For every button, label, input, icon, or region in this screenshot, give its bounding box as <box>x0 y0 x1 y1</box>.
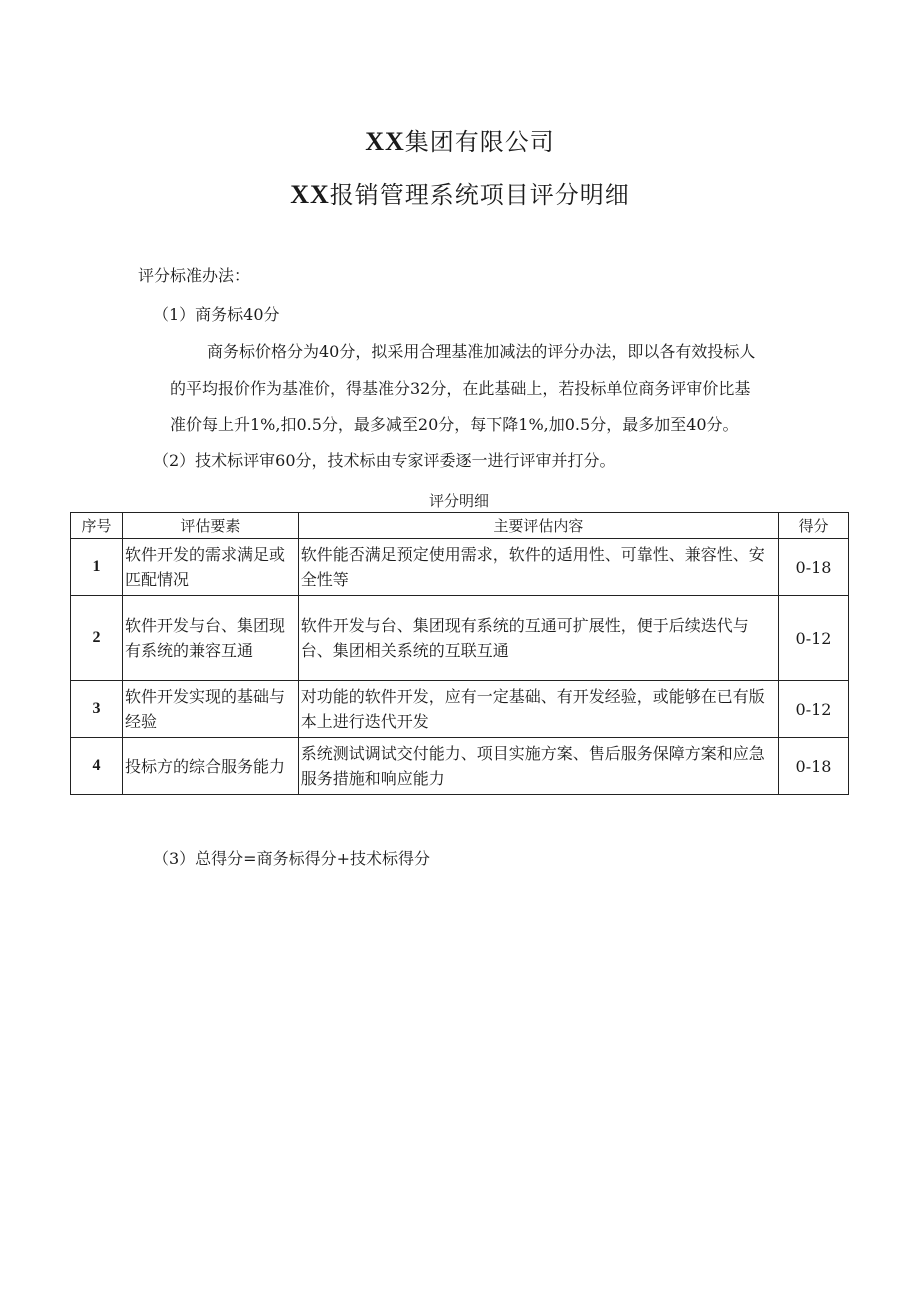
row-no: 2 <box>71 596 123 681</box>
project-prefix: XX <box>290 180 330 209</box>
company-prefix: XX <box>365 127 405 156</box>
row-factor: 软件开发与台、集团现有系统的兼容互通 <box>122 596 298 681</box>
row-content: 系统测试调试交付能力、项目实施方案、售后服务保障方案和应急服务措施和响应能力 <box>298 738 778 795</box>
table-row <box>71 738 849 795</box>
row-no: 1 <box>71 539 123 596</box>
table-caption: 评分明细 <box>428 492 489 510</box>
criteria-heading: 评分标准办法： <box>138 266 251 285</box>
header-no: 序号 <box>71 513 123 539</box>
header-score: 得分 <box>779 513 849 539</box>
table-row <box>71 681 849 738</box>
row-factor: 软件开发实现的基础与经验 <box>122 681 298 738</box>
table-row <box>71 539 849 596</box>
row-no: 4 <box>71 738 123 795</box>
row-content: 软件开发与台、集团现有系统的互通可扩展性，便于后续迭代与台、集团相关系统的互联互通 <box>298 596 778 681</box>
project-title <box>0 175 920 210</box>
project-title-text: 报销管理系统项目评分明细 <box>329 181 630 209</box>
row-score: 0-12 <box>779 681 849 738</box>
row-no: 3 <box>71 681 123 738</box>
row-factor: 投标方的综合服务能力 <box>122 738 298 795</box>
business-text-line: 商务标价格分为40分，拟采用合理基准加减法的评分办法，即以各有效投标人 <box>207 342 756 361</box>
company-name: 集团有限公司 <box>404 128 555 156</box>
company-title <box>0 122 920 157</box>
header-factor: 评估要素 <box>122 513 298 539</box>
total-score-formula: （3）总得分=商务标得分+技术标得分 <box>153 849 430 868</box>
row-score: 0-12 <box>779 596 849 681</box>
row-factor: 软件开发的需求满足或匹配情况 <box>122 539 298 596</box>
header-content: 主要评估内容 <box>298 513 778 539</box>
business-heading: （1）商务标40分 <box>153 305 280 324</box>
business-text-line: 准价每上升1%,扣0.5分，最多减至20分，每下降1%,加0.5分，最多加至40分。 <box>170 415 739 434</box>
row-content: 软件能否满足预定使用需求，软件的适用性、可靠性、兼容性、安全性等 <box>298 539 778 596</box>
row-score: 0-18 <box>779 539 849 596</box>
table-header-row <box>71 513 849 539</box>
row-content: 对功能的软件开发，应有一定基础、有开发经验，或能够在已有版本上进行迭代开发 <box>298 681 778 738</box>
row-score: 0-18 <box>779 738 849 795</box>
business-text-line: 的平均报价作为基准价，得基准分32分，在此基础上，若投标单位商务评审价比基 <box>170 379 751 398</box>
score-table <box>70 512 849 795</box>
technical-heading: （2）技术标评审60分，技术标由专家评委逐一进行评审并打分。 <box>153 451 616 470</box>
table-row <box>71 596 849 681</box>
